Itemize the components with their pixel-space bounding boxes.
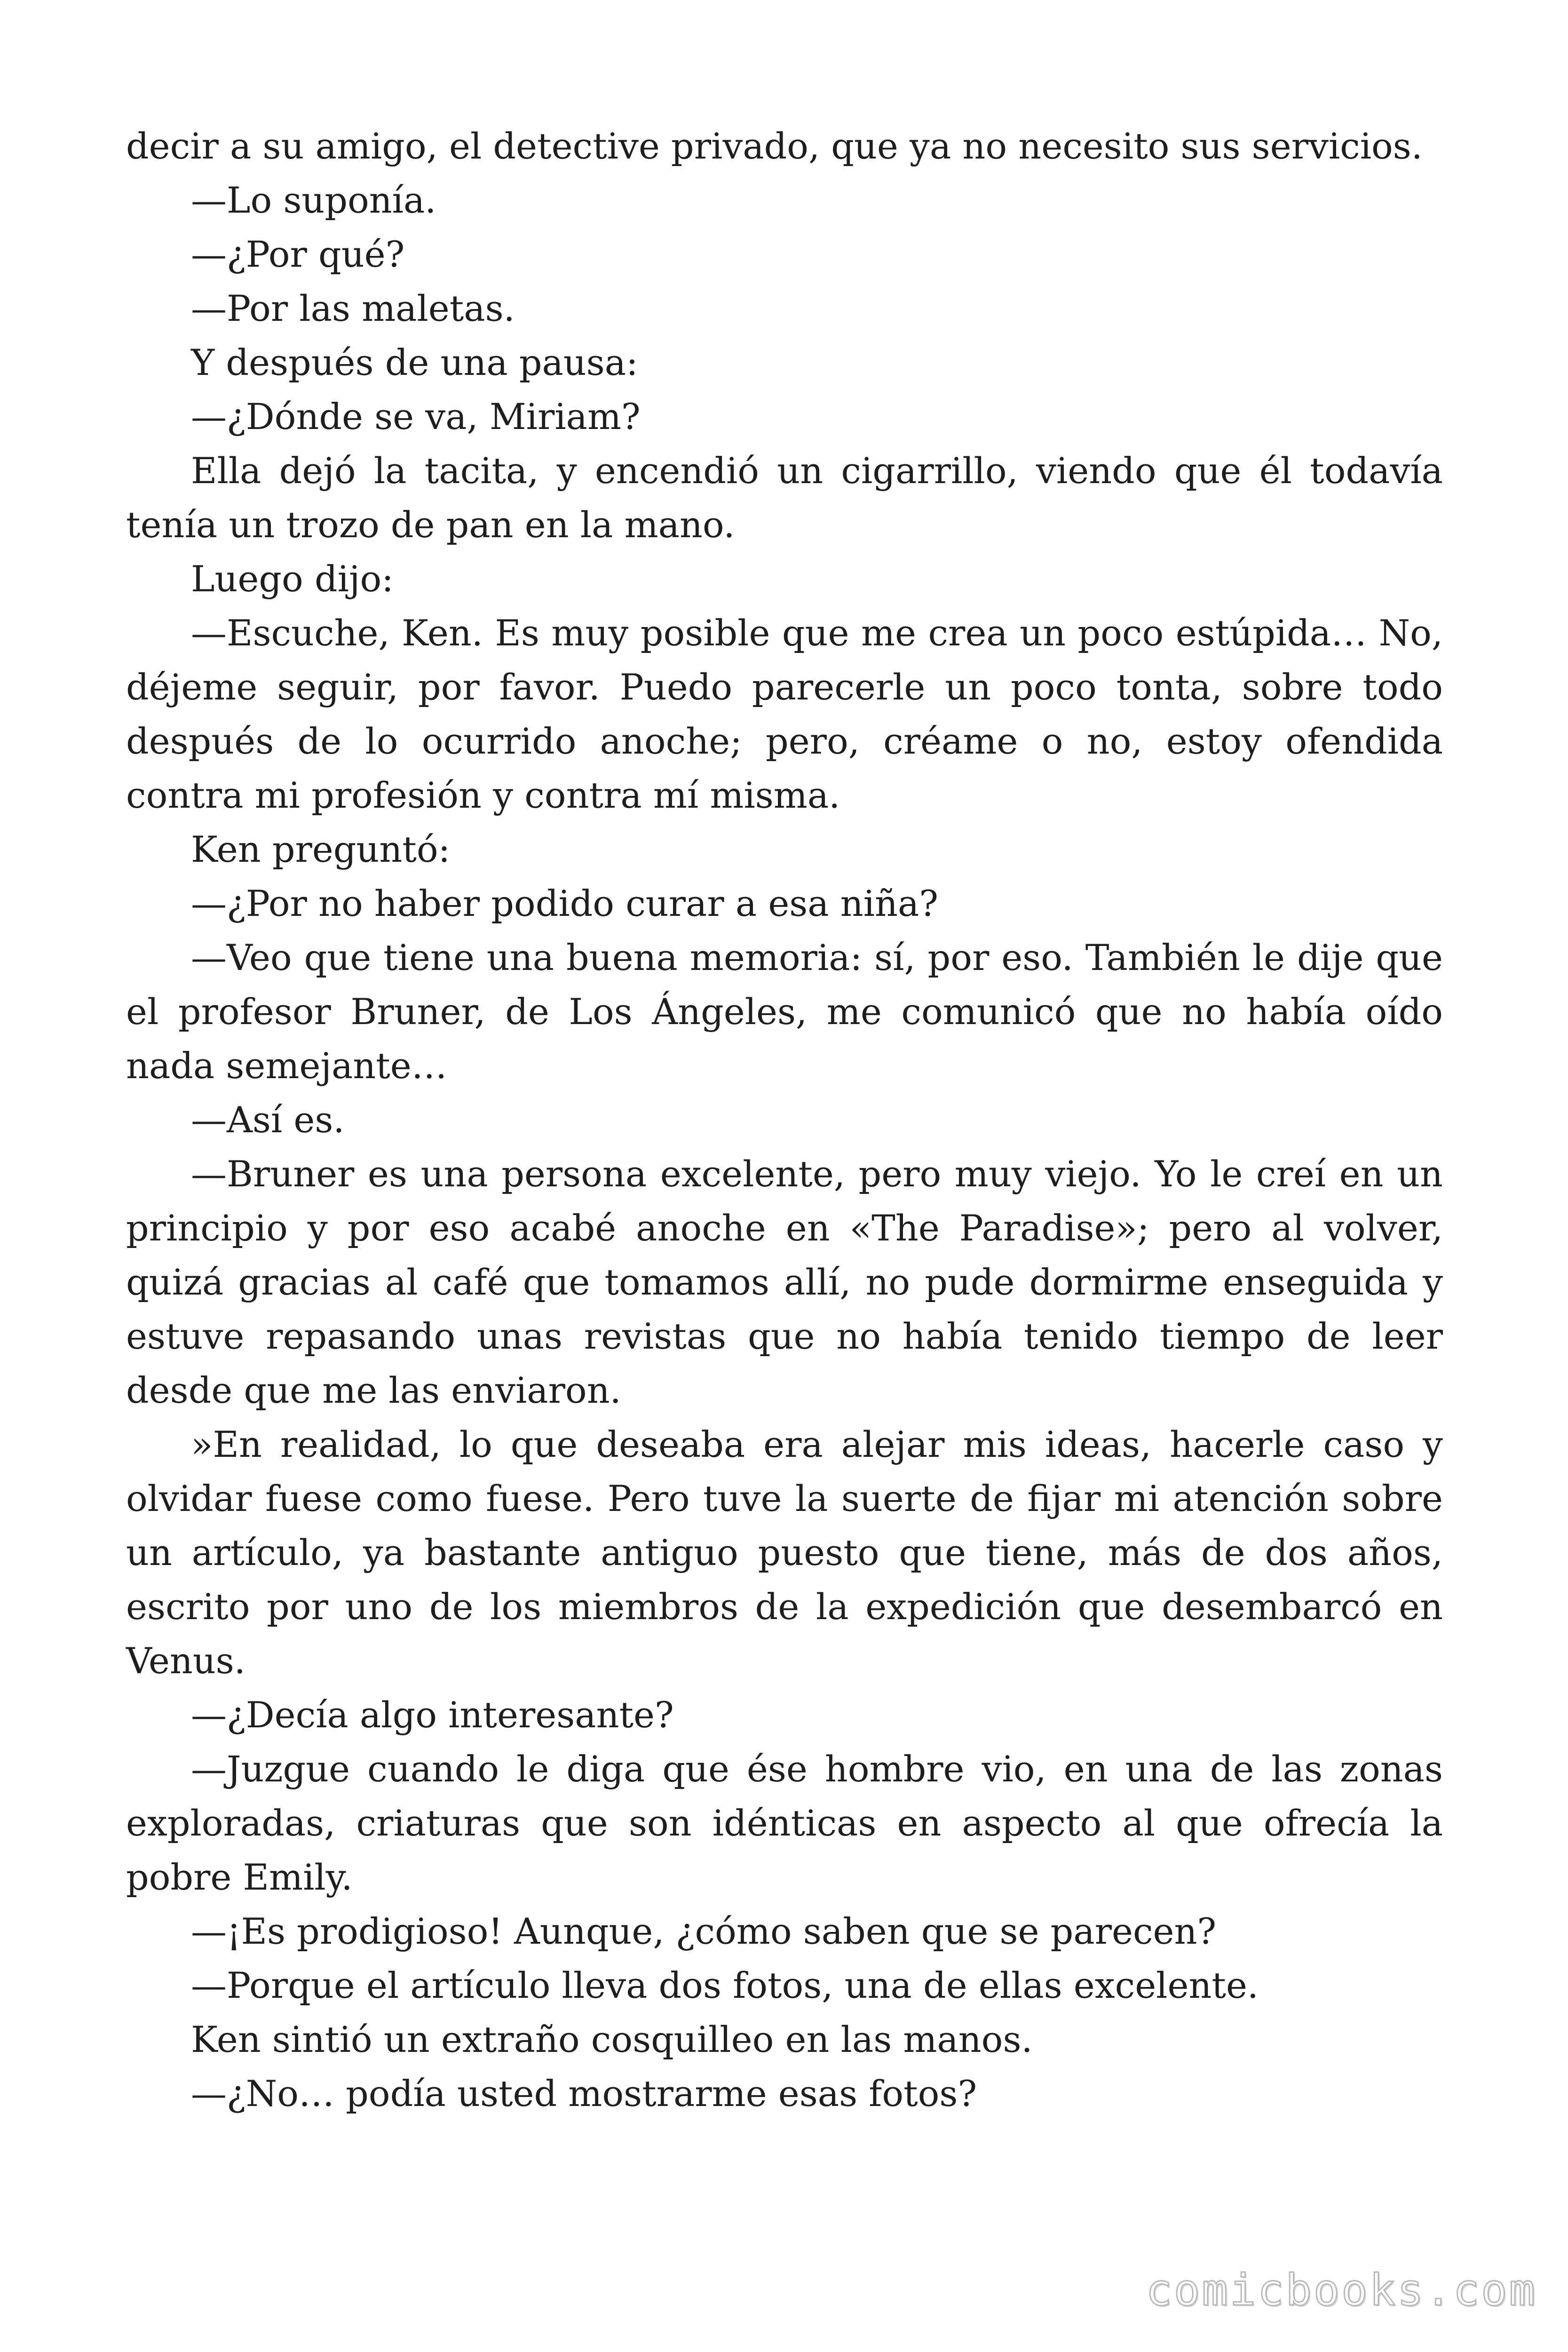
paragraph: Y después de una pausa: <box>191 342 638 383</box>
paragraph: —¿Decía algo interesante? <box>191 1694 674 1736</box>
paragraph: —¿Por qué? <box>191 233 405 275</box>
page-text <box>126 119 1443 2121</box>
paragraph: —Veo que tiene una buena memoria: sí, por eso. También le dije que el profesor Bruner, de Los Ángeles, me comunicó que no había oído nada semejante… <box>126 937 1443 1087</box>
paragraph: Ella dejó la tacita, y encendió un cigarrillo, viendo que él todavía tenía un trozo de pan en la mano. <box>126 450 1443 546</box>
paragraph: —¿Por no haber podido curar a esa niña? <box>191 882 939 924</box>
paragraph: Luego dijo: <box>191 558 394 600</box>
paragraph: Ken preguntó: <box>191 828 451 870</box>
paragraph: —Por las maletas. <box>191 287 515 329</box>
paragraph: —Juzgue cuando le diga que ése hombre vio, en una de las zonas exploradas, criaturas que son idénticas en aspecto al que ofrecía la pobre Emily. <box>126 1748 1443 1898</box>
watermark: comicbooks.com <box>1146 2265 1537 2315</box>
paragraph: decir a su amigo, el detective privado, que ya no necesito sus servicios. <box>126 125 1423 167</box>
paragraph: —Escuche, Ken. Es muy posible que me crea un poco estúpida… No, déjeme seguir, por favor. Puedo parecerle un poco tonta, sobre todo después de lo ocurrido anoche; pero, créame o no, estoy ofendida contra mi profesión y contra mí misma. <box>126 612 1443 816</box>
paragraph: Ken sintió un extraño cosquilleo en las manos. <box>191 2018 1033 2060</box>
paragraph: —¿No… podía usted mostrarme esas fotos? <box>191 2073 977 2114</box>
paragraph: —Porque el artículo lleva dos fotos, una de ellas excelente. <box>191 1964 1259 2006</box>
paragraph: —Así es. <box>191 1099 345 1141</box>
paragraph: —¿Dónde se va, Miriam? <box>191 396 641 437</box>
paragraph: —Bruner es una persona excelente, pero muy viejo. Yo le creí en un principio y por eso acabé anoche en «The Paradise»; pero al volver, quizá gracias al café que tomamos allí, no pude dormirme enseguida y estuve repasando unas revistas que no había tenido tiempo de leer desde que me las enviaron. <box>126 1153 1443 1411</box>
paragraph: —Lo suponía. <box>191 179 436 221</box>
paragraph: »En realidad, lo que deseaba era alejar mis ideas, hacerle caso y olvidar fuese como fuese. Pero tuve la suerte de fijar mi atención sobre un artículo, ya bastante antiguo puesto que tiene, más de dos años, escrito por uno de los miembros de la expedición que desembarcó en Venus. <box>126 1423 1443 1682</box>
paragraph: —¡Es prodigioso! Aunque, ¿cómo saben que se parecen? <box>191 1910 1217 1952</box>
